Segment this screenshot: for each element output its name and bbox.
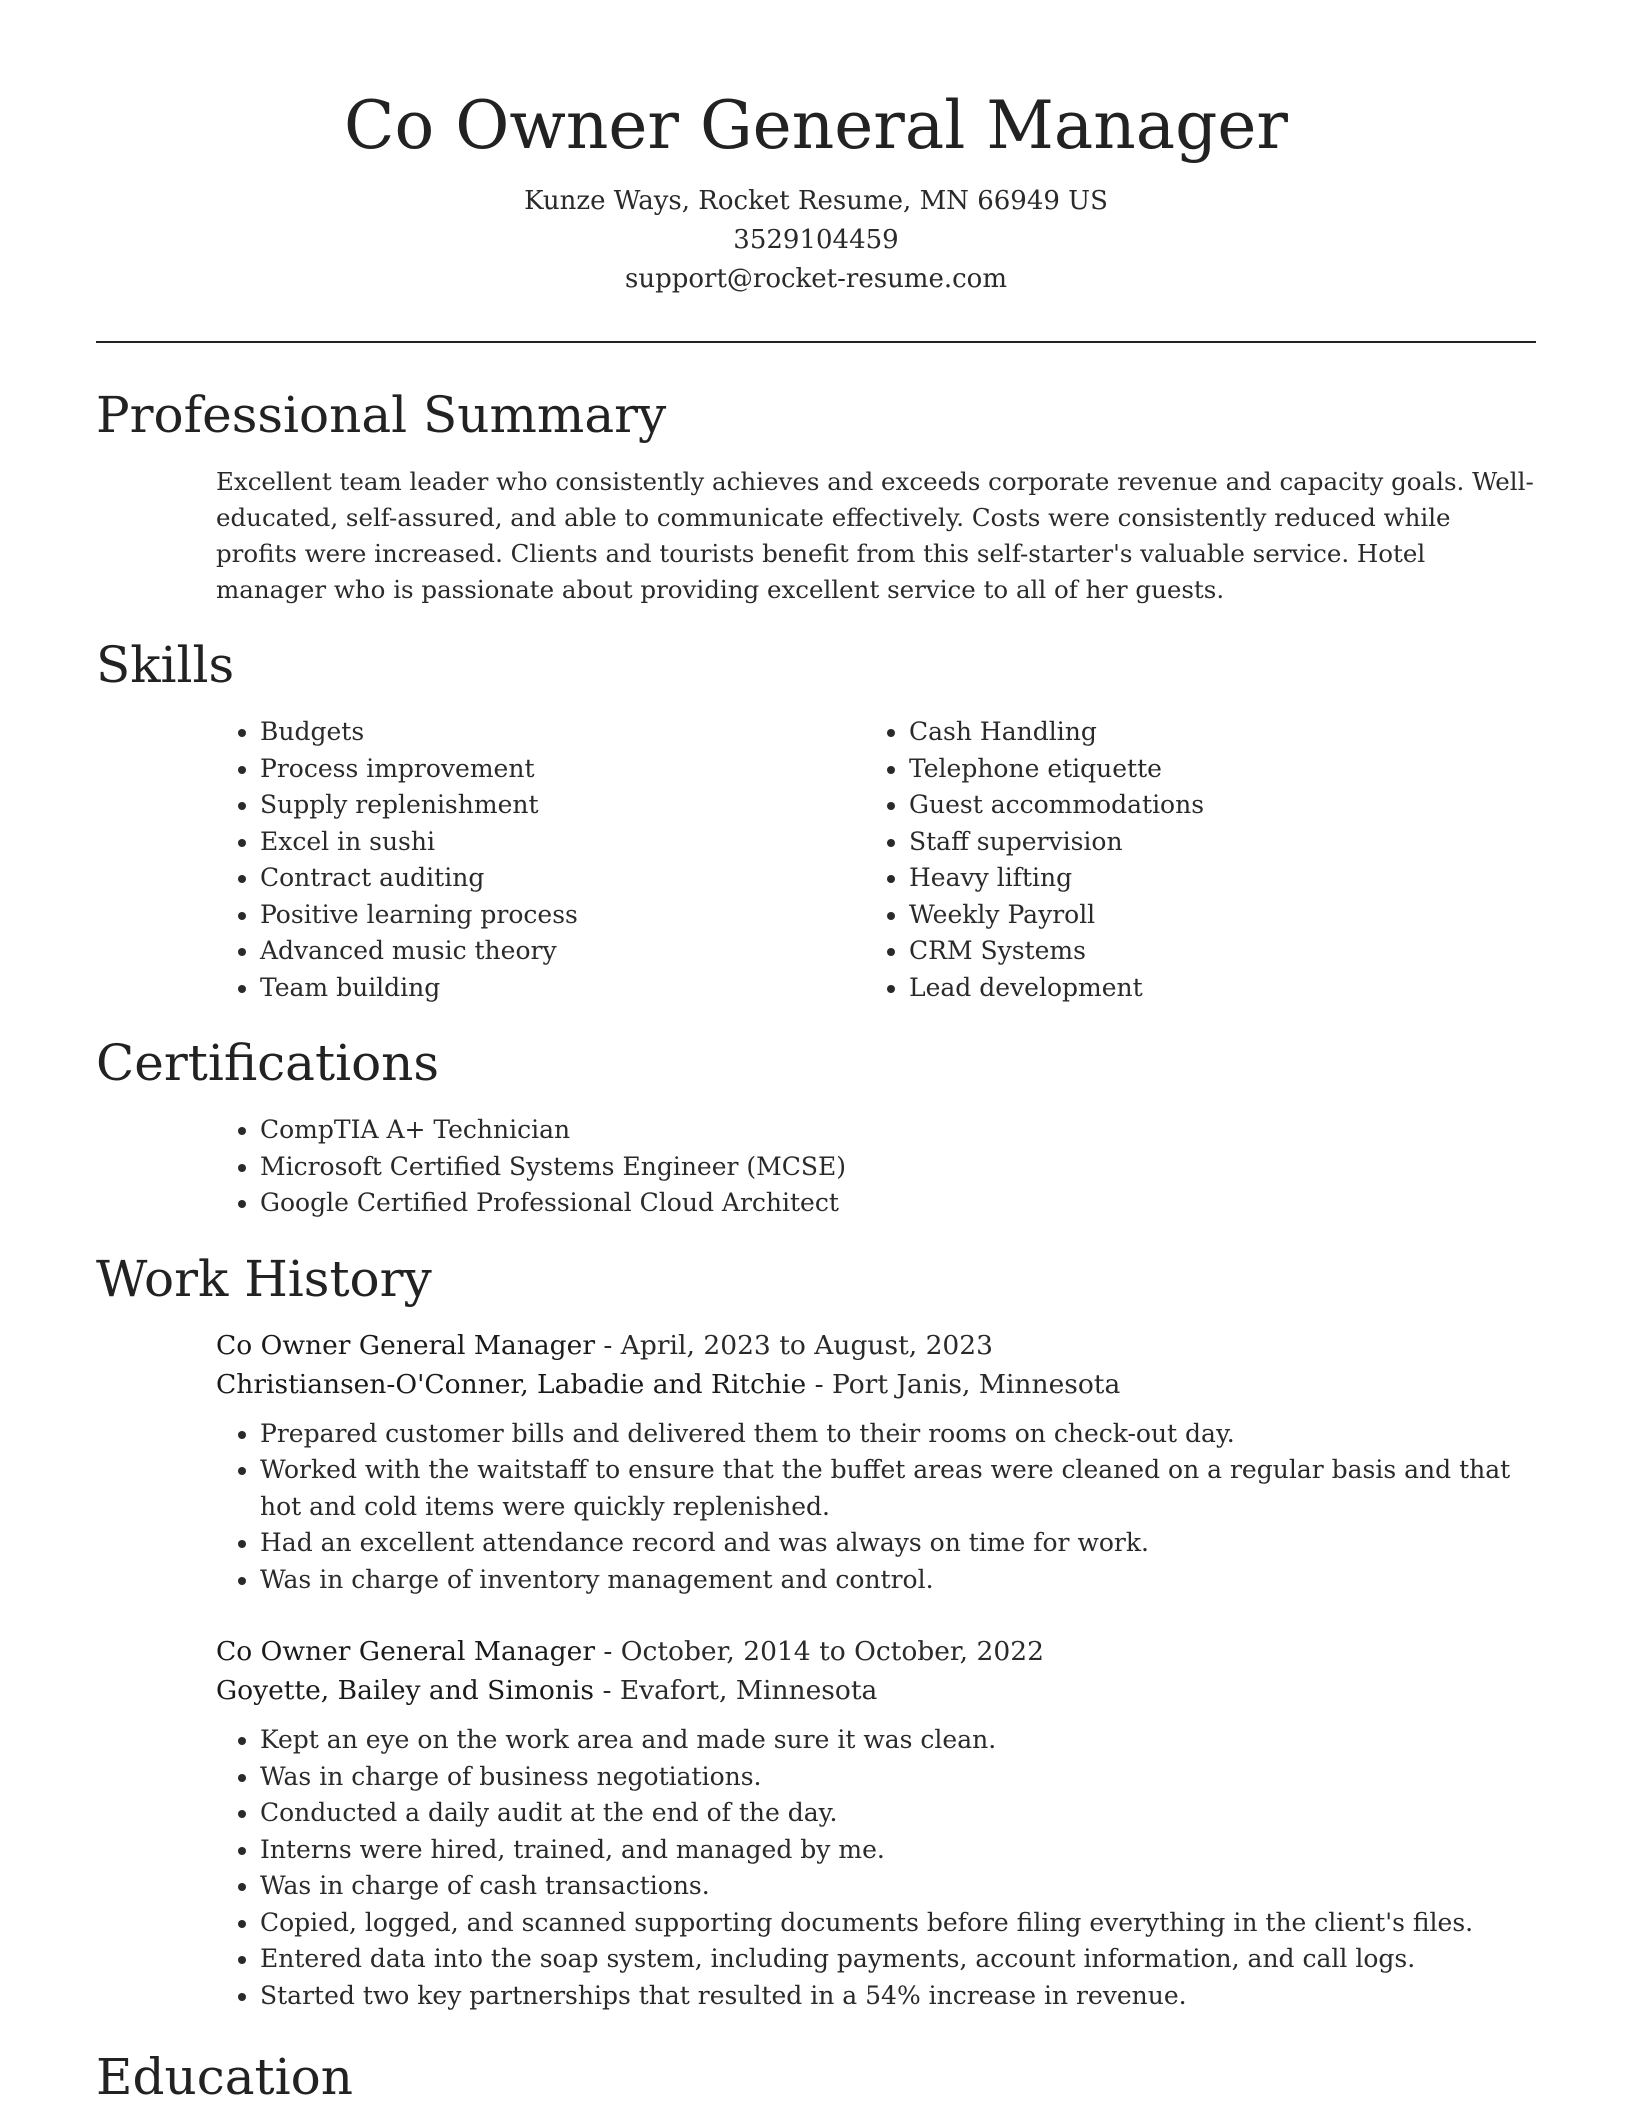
skills-section [96, 630, 1536, 1006]
work-history-section [96, 1244, 1536, 2015]
list-item: • Weekly Payroll [909, 897, 1394, 934]
list-item: • Conducted a daily audit at the end of the day. [260, 1795, 1536, 1832]
list-item: • Heavy lifting [909, 860, 1394, 897]
list-item: • Microsoft Certified Systems Engineer (MCSE) [260, 1149, 1536, 1186]
list-item: • Started two key partnerships that resulted in a 54% increase in revenue. [260, 1978, 1536, 2015]
skills-list-right [909, 714, 1394, 1006]
job-title-line [216, 1326, 1536, 1365]
education-section [96, 2042, 1536, 2112]
job-company-line [216, 1365, 1536, 1404]
list-item: • Interns were hired, trained, and managed by me. [260, 1832, 1536, 1869]
list-item: • Was in charge of business negotiations. [260, 1759, 1536, 1796]
list-item: • Budgets [260, 714, 909, 751]
phone-text: 3529104459 [733, 225, 899, 255]
address-text: Kunze Ways, Rocket Resume, MN 66949 US [524, 186, 1108, 216]
job-location: - Evafort, Minnesota [594, 1675, 878, 1706]
job-role: Co Owner General Manager [216, 1636, 595, 1667]
list-item: • Team building [260, 970, 909, 1007]
job-company-line [216, 1671, 1536, 1710]
list-item: • CRM Systems [909, 933, 1394, 970]
list-item: • Kept an eye on the work area and made sure it was clean. [260, 1722, 1536, 1759]
job-title-line [216, 1632, 1536, 1671]
job-dates: - April, 2023 to August, 2023 [594, 1329, 994, 1361]
list-item: • Process improvement [260, 751, 909, 788]
list-item: • Had an excellent attendance record and was always on time for work. [260, 1525, 1536, 1562]
list-item: • Worked with the waitstaff to ensure that the buffet areas were cleaned on a regular basis and that hot and cold items were quickly replenished. [260, 1452, 1536, 1525]
list-item: • Guest accommodations [909, 787, 1394, 824]
email-text: support@rocket-resume.com [624, 264, 1007, 294]
certifications-list [96, 1112, 1536, 1222]
job-company: Goyette, Bailey and Simonis [216, 1675, 595, 1706]
summary-section [96, 380, 1536, 608]
summary-heading: Professional Summary [96, 386, 667, 444]
list-item: • Supply replenishment [260, 787, 909, 824]
resume-header [96, 80, 1536, 299]
list-item: • Copied, logged, and scanned supporting documents before filing everything in the client's files. [260, 1905, 1536, 1942]
list-item: • Telephone etiquette [909, 751, 1394, 788]
contact-block [96, 182, 1536, 299]
list-item: • Contract auditing [260, 860, 909, 897]
job-location: - Port Janis, Minnesota [806, 1368, 1121, 1400]
skills-heading: Skills [96, 636, 235, 694]
job-bullets [216, 1416, 1536, 1599]
list-item: • Entered data into the soap system, including payments, account information, and call logs. [260, 1941, 1536, 1978]
skills-list-left [96, 714, 909, 1006]
job-role: Co Owner General Manager [216, 1329, 595, 1361]
job-entry [216, 1632, 1536, 2014]
list-item: • Prepared customer bills and delivered them to their rooms on check-out day. [260, 1416, 1536, 1453]
list-item: • Was in charge of inventory management and control. [260, 1562, 1536, 1599]
list-item: • Advanced music theory [260, 933, 909, 970]
summary-text: Excellent team leader who consistently achieves and exceeds corporate revenue and capacity goals. Well-educated, self-assured, and able to communicate effectively. Costs were consistently reduced while profits were increased. Clients and tourists benefit from this self-starter's valuable service. Hotel manager who is passionate about providing excellent service to all of her guests. [216, 467, 1534, 604]
list-item: • Lead development [909, 970, 1394, 1007]
list-item: • Cash Handling [909, 714, 1394, 751]
work-history-heading: Work History [96, 1249, 432, 1308]
list-item: • Staff supervision [909, 824, 1394, 861]
skills-columns [96, 714, 1536, 1006]
list-item: • Was in charge of cash transactions. [260, 1868, 1536, 1905]
job-entry [216, 1326, 1536, 1599]
job-bullets [216, 1722, 1536, 2014]
list-item: • CompTIA A+ Technician [260, 1112, 1536, 1149]
resume-content [96, 380, 1536, 2112]
job-dates: - October, 2014 to October, 2022 [594, 1636, 1044, 1667]
candidate-name: Co Owner General Manager [344, 87, 1288, 164]
list-item: • Google Certified Professional Cloud Architect [260, 1185, 1536, 1222]
list-item: • Positive learning process [260, 897, 909, 934]
job-company: Christiansen-O'Conner, Labadie and Ritchie [216, 1368, 807, 1400]
list-item: • Excel in sushi [260, 824, 909, 861]
certifications-heading: Certifications [96, 1034, 440, 1092]
education-heading: Education [96, 2048, 353, 2106]
header-divider [96, 341, 1536, 343]
certifications-section [96, 1028, 1536, 1222]
